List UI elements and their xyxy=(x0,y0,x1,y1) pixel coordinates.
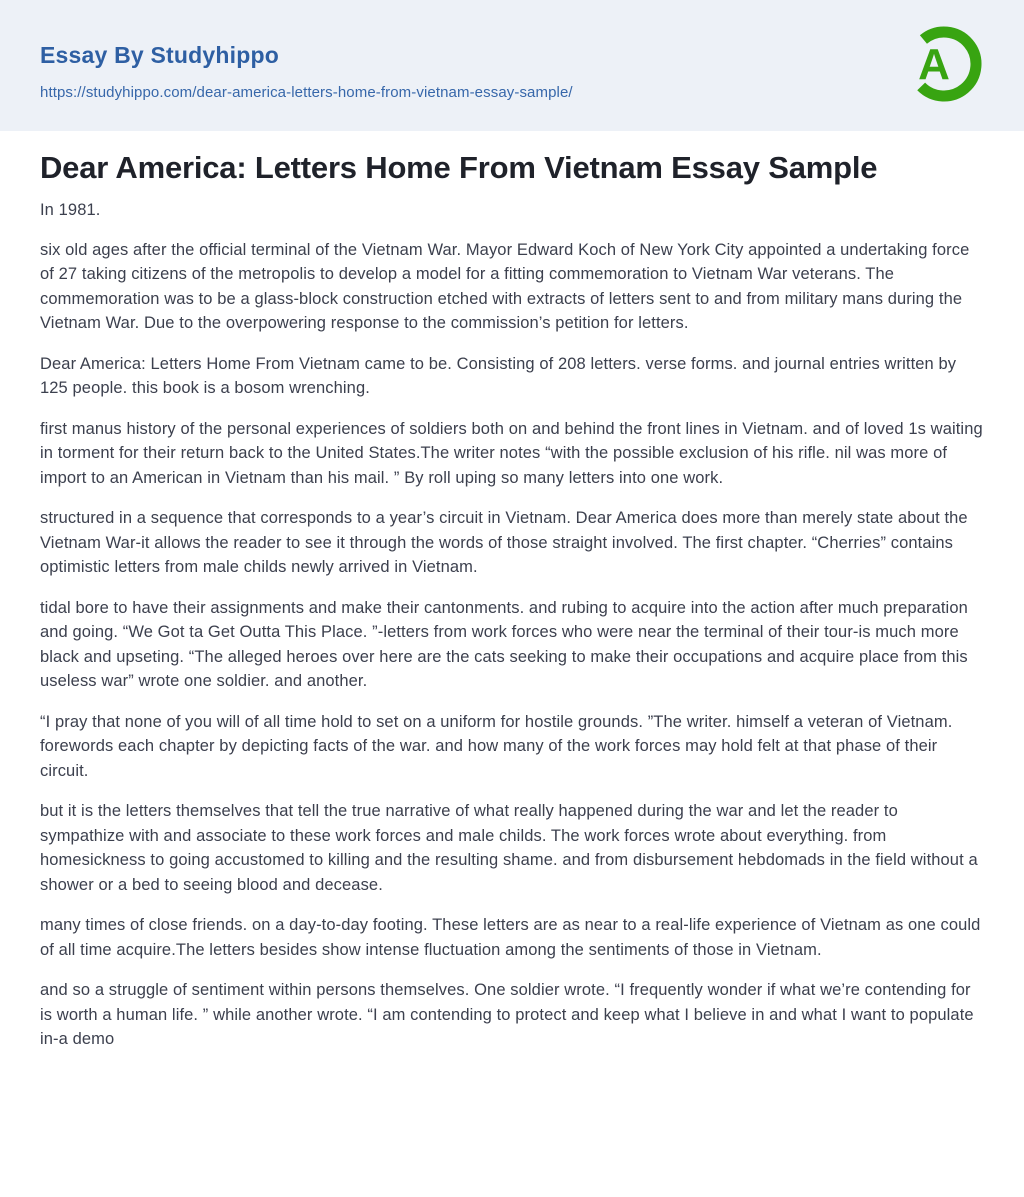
page-url-link[interactable]: https://studyhippo.com/dear-america-letters-home-from-vietnam-essay-sample/ xyxy=(40,84,573,101)
page-header xyxy=(0,0,1024,131)
studyhippo-logo xyxy=(904,23,982,105)
essay-paragraph: tidal bore to have their assignments and make their cantonments. and rubing to acquire into the action after much preparation and going. “We Got ta Get Outta This Place. ”-letters from work forces who were near the terminal of their tour-is much more black and upseting. “The alleged heroes over here are the cats seeking to make their occupations and acquire place from this useless war” wrote one soldier. and another. xyxy=(40,598,968,690)
essay-paragraph: many times of close friends. on a day-to-day footing. These letters are as near to a real-life experience of Vietnam as one could of all time acquire.The letters besides show intense fluctuation among the sentiments of those in Vietnam. xyxy=(40,916,981,959)
essay-intro: In 1981. xyxy=(40,201,101,219)
essay-paragraph: and so a struggle of sentiment within persons themselves. One soldier wrote. “I frequently wonder if what we’re contending for is worth a human life. ” while another wrote. “I am contending to protect and keep what I believe in and what I want to populate in-a demo xyxy=(40,981,974,1048)
essay-content xyxy=(0,131,1024,1052)
essay-paragraph: first manus history of the personal experiences of soldiers both on and behind the front lines in Vietnam. and of loved 1s waiting in torment for their return back to the United States.The writer notes “with the possible exclusion of his rifle. nil was more of import to an American in Vietnam than his mail. ” By roll uping so many letters into one work. xyxy=(40,419,983,487)
essay-paragraph: but it is the letters themselves that tell the true narrative of what really happened during the war and let the reader to sympathize with and associate to these work forces and male childs. The work forces wrote about everything. from homesickness to going accustomed to killing and the resulting shame. and from disbursement hebdomads in the field without a shower or a bed to seeing blood and decease. xyxy=(40,802,978,894)
essay-title: Dear America: Letters Home From Vietnam Essay Sample xyxy=(40,150,878,185)
essay-paragraph: structured in a sequence that corresponds to a year’s circuit in Vietnam. Dear America does more than merely state about the Vietnam War-it allows the reader to see it through the words of those straight involved. The first chapter. “Cherries” contains optimistic letters from male childs newly arrived in Vietnam. xyxy=(40,509,968,576)
essay-body xyxy=(40,238,984,1052)
essay-paragraph: Dear America: Letters Home From Vietnam came to be. Consisting of 208 letters. verse forms. and journal entries written by 125 people. this book is a bosom wrenching. xyxy=(40,354,957,397)
essay-paragraph: six old ages after the official terminal of the Vietnam War. Mayor Edward Koch of New York City appointed a undertaking force of 27 taking citizens of the metropolis to develop a model for a fitting commemoration to Vietnam War veterans. The commemoration was to be a glass-block construction etched with extracts of letters sent to and from military mans during the Vietnam War. Due to the overpowering response to the commission’s petition for letters. xyxy=(40,240,970,332)
logo-letter: A xyxy=(918,40,950,89)
site-title: Essay By Studyhippo xyxy=(40,42,279,68)
essay-paragraph: “I pray that none of you will of all time hold to set on a uniform for hostile grounds. ”The writer. himself a veteran of Vietnam. forewords each chapter by depicting facts of the war. and how many of the work forces may hold felt at that phase of their circuit. xyxy=(40,712,953,780)
